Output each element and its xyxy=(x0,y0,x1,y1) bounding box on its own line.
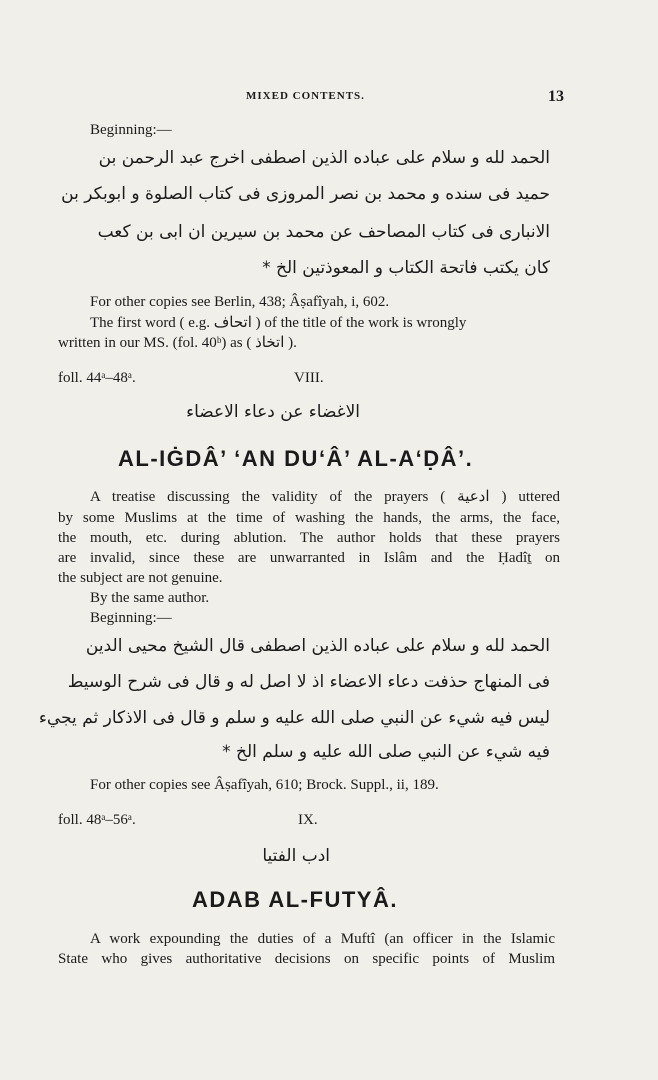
folio-reference: foll. 48ᵃ–56ᵃ. xyxy=(58,812,136,828)
entry-number: VIII. xyxy=(294,370,324,386)
arabic-line: حميد فى سنده و محمد بن نصر المروزى فى كتاب الصلوة و ابوبكر بن xyxy=(61,184,550,204)
arabic-line: فيه شيء عن النبي صلى الله عليه و سلم الخ * xyxy=(222,742,550,762)
arabic-line: الانبارى فى كتاب المصاحف عن محمد بن سيرين ان ابى بن كعب xyxy=(97,222,550,242)
other-copies-1: For other copies see Berlin, 438; Âṣafîyah, i, 602. xyxy=(90,294,390,310)
page-number: 13 xyxy=(548,88,564,105)
arabic-title: الاغضاء عن دعاء الاعضاء xyxy=(186,402,360,422)
arabic-line: الحمد لله و سلام على عباده الذين اصطفى قال الشيخ محيى الدين xyxy=(85,636,550,656)
description-line: State who gives authoritative decisions on specific points of Muslim xyxy=(58,951,555,967)
arabic-title: ادب الفتيا xyxy=(262,846,330,866)
other-copies-2: For other copies see Âṣafîyah, 610; Brock. Suppl., ii, 189. xyxy=(90,777,439,793)
description-line: A work expounding the duties of a Muftî (an officer in the Islamic xyxy=(90,931,555,947)
arabic-line: ليس فيه شيء عن النبي صلى الله عليه و سلم و قال فى الاذكار ثم يجيء xyxy=(38,708,550,728)
note-line: The first word ( e.g. اتحاف ) of the title of the work is wrongly xyxy=(90,315,467,331)
note-line: written in our MS. (fol. 40ᵇ) as ( اتخاذ ). xyxy=(58,335,297,351)
beginning-label-2: Beginning:— xyxy=(90,610,172,626)
description-line: the subject are not genuine. xyxy=(58,570,223,586)
work-title: ADAB AL-FUTYÂ. xyxy=(192,887,398,912)
same-author-note: By the same author. xyxy=(90,590,210,606)
beginning-label-1: Beginning:— xyxy=(90,122,172,138)
description-line: A treatise discussing the validity of the prayers ( ادعية ) uttered xyxy=(90,489,560,505)
description-line: by some Muslims at the time of washing the hands, the arms, the face, xyxy=(58,510,560,526)
arabic-line: فى المنهاج حذفت دعاء الاعضاء اذ لا اصل له و قال فى شرح الوسيط xyxy=(67,672,550,692)
arabic-line: الحمد لله و سلام على عباده الذين اصطفى اخرج عبد الرحمن بن xyxy=(98,148,550,168)
entry-number: IX. xyxy=(298,812,318,828)
running-header: MIXED CONTENTS. xyxy=(246,90,365,102)
description-line: the mouth, etc. during ablution. The author holds that these prayers xyxy=(58,530,560,546)
arabic-line: كان يكتب فاتحة الكتاب و المعوذتين الخ * xyxy=(262,258,550,278)
work-title: AL-IĠDÂ’ ‘AN DU‘Â’ AL-A‘ḌÂ’. xyxy=(118,446,474,471)
folio-reference: foll. 44ᵃ–48ᵃ. xyxy=(58,370,136,386)
description-line: are invalid, since these are unwarranted in Islâm and the Ḥadîṯ on xyxy=(58,550,560,566)
